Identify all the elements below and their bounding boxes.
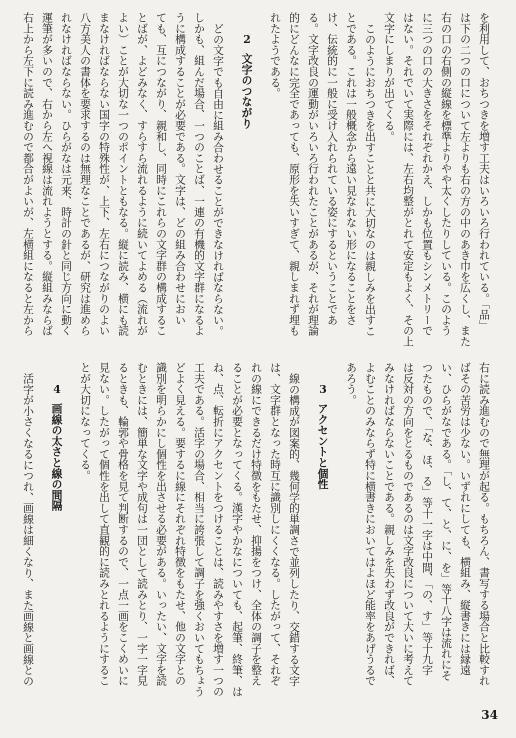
text-column: を利用して、おちつきを増す工夫はいろいろ行われている。「品」: [478, 12, 491, 331]
text-column: ね、点、転折にアクセントをつけることは、読みやすさを増す一つの: [212, 362, 225, 697]
text-column: よい）ことが大切な一つのポイントともなる。縦に読み、横にも読: [117, 12, 130, 336]
section-heading: [48, 362, 67, 702]
text-column: 右の口の右側の縦線を標準よりやや太くしたりしている。このよう: [440, 12, 453, 336]
text-column: 線の構成が図案的、幾何学的単調さで並列したり、交錯する文字: [288, 372, 301, 686]
section-title: アクセントと個性: [316, 403, 330, 490]
text-column: 見ない。したがって個性を出して直観的に読みとれるようにするこ: [98, 362, 111, 686]
text-column: 活字が小さくなるにつれ、画線は細くなり、また画線と画線との: [22, 372, 35, 686]
text-column: け、伝統的に一般に受け入れられている姿にするということであ: [326, 12, 339, 326]
text-column: い、ひらがなである。「し、て、と、に、を」等十八字は流れにそ: [440, 362, 453, 681]
text-column: は、文字群となった時互に識別しにくくなる。したがって、それぞ: [269, 362, 282, 686]
section-number: 4: [53, 383, 61, 395]
upper-tier: [19, 12, 494, 352]
section-number: 3: [319, 383, 327, 395]
text-column: ることが必要となってくる。漢字やかなについても、起筆、終筆、は: [231, 362, 244, 697]
text-column: れの線にできるだけ特徴をもたせ、抑揚をつけ、全体の調子を整え: [250, 362, 263, 686]
text-column: ばその苦労は少ない。いずれにしても、横組み、縦書きには縁遠: [459, 362, 472, 676]
text-column: 工夫である。活字の場合、相当に誇張して調子を強くおいてもちょう: [193, 362, 206, 697]
section-number: 2: [243, 33, 251, 45]
section-heading: [238, 12, 257, 352]
text-column: どの文字でも自由に組み合わせることができなければならない。: [212, 22, 225, 336]
text-column: とばが、よどみなく、すらすら流れるように続いてよめる（流れが: [136, 12, 149, 336]
section-title: 文字のつながり: [240, 53, 254, 129]
text-column: るときも、輪郭や骨格を見て判断するので、一点一画をこくめいに: [117, 362, 130, 686]
text-column: むときには、簡単な文字や成句は一団として読みとり、一字一字見: [136, 362, 149, 686]
text-column: うに構成することが必要である。文字は、どの組み合わせにおい: [174, 12, 187, 326]
text-column: は反対の方向をとるものであるのは文字改良について大いに考えて: [402, 362, 415, 686]
text-column: れたようである。: [269, 12, 282, 99]
text-column: 右上から左下に読み進むので都合がよいが、左横組になると左から: [22, 12, 35, 336]
text-column: みなければならないことである。親しみを失わず改良ができれば、: [383, 362, 396, 686]
text-column: あろう。: [345, 362, 358, 406]
text-column: よむことのみならず特に横書きにおいてはよほど能率をあげうるで: [364, 362, 377, 686]
text-column: れなければならない。ひらがなは元来、時計の針と同じ方向に動く: [60, 12, 73, 336]
text-column: どよく見える。要するに線にそれぞれ特徴をもたせ、他の文字との: [174, 362, 187, 686]
text-column: 右に読み進むので無理が起る。もちろん、書写する場合と比較すれ: [478, 362, 491, 686]
section-title: 画線の太さと線の間隔: [50, 403, 64, 512]
text-column: 識別を明らかにし個性を出させる必要がある。いったい、文字を読: [155, 362, 168, 686]
text-column: とである。これは一般概念から遠い見なれない形になることをさ: [345, 12, 358, 326]
page-number: 34: [481, 708, 498, 722]
text-column: しかも、組んだ場合、一つのことば、一連の有機的文字群になるよ: [193, 12, 206, 336]
text-column: まなければならない国字の特殊性が、上下、左右につながりのよい: [98, 12, 111, 336]
text-column: に三つの口の大きさをそれぞれかえ、しかも位置もシンメトリーで: [421, 12, 434, 336]
text-column: は下の二つの口について左よりも右の方の中のあき巾を広くし、また: [459, 12, 472, 347]
section-heading: [314, 362, 333, 702]
text-column: 運筆が多いので、右から左へ視線は流れようとする。縦組みならば: [41, 12, 54, 336]
text-column: このようにおちつきを出すことと共に大切なのは親しみを出すこ: [364, 22, 377, 336]
text-column: つたもので、「な、ほ、る」等十一字は中間、「の、す」等十九字: [421, 362, 434, 676]
text-column: る。文字改良の運動がいろいろ行われたことがあるが、それが理論: [307, 12, 320, 336]
lower-tier: [19, 362, 494, 702]
text-column: はない。それでいて実際には、左右均整がとれて安定もよく、その上: [402, 12, 415, 347]
text-column: とが大切になってくる。: [79, 362, 92, 481]
text-column: 文字にしまりが出てくる。: [383, 12, 396, 142]
text-column: 的にどんなに完全であっても、原形を失いすぎて、親しまれず埋も: [288, 12, 301, 336]
text-column: ても、互につながり、親和し、同時にこれらの文字群の構成するこ: [155, 12, 168, 336]
text-column: 八方美人の書体を要求するのは無理なことであるが、研究は進めら: [79, 12, 92, 336]
